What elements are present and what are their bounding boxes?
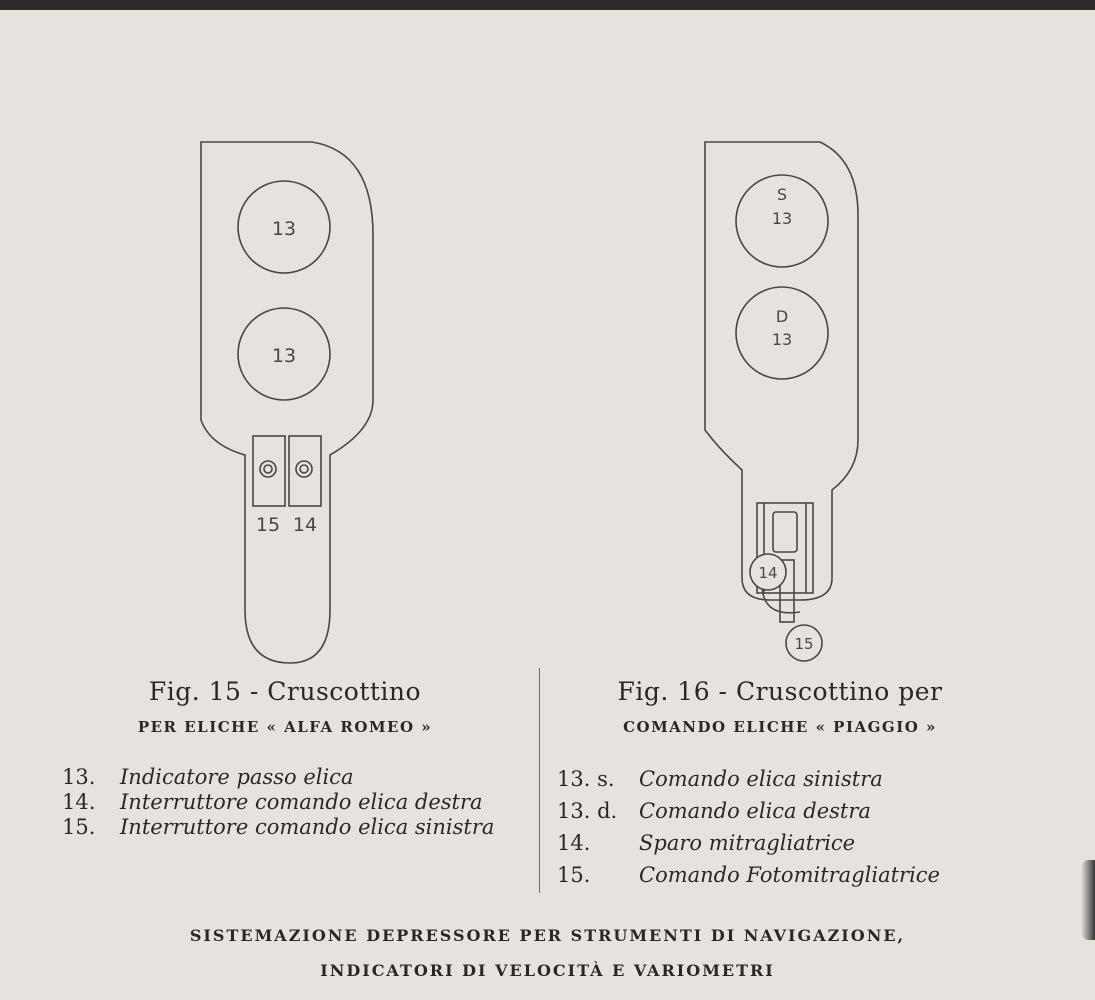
fig15-switch-left-label: 15 bbox=[255, 514, 281, 536]
fig16-caption-title: Fig. 16 - Cruscottino per bbox=[617, 677, 943, 706]
legend-number: 15. bbox=[62, 815, 96, 839]
fig16-callout-15-label: 15 bbox=[794, 635, 814, 653]
legend-number: 15. bbox=[557, 863, 591, 887]
fig15-gauge-bottom-label: 13 bbox=[271, 345, 297, 367]
legend-number: 14. bbox=[62, 790, 96, 814]
legend-text: Comando elica sinistra bbox=[639, 767, 883, 791]
fig15-caption bbox=[90, 677, 480, 736]
fig16-gauge-top-number: 13 bbox=[771, 209, 793, 228]
legend-item bbox=[62, 765, 522, 790]
fig16-gauge-bottom-number: 13 bbox=[771, 330, 793, 349]
fig15-caption-title: Fig. 15 - Cruscottino bbox=[148, 677, 422, 706]
fig16-caption bbox=[570, 677, 990, 736]
fig15-switch-right-label: 14 bbox=[292, 514, 318, 536]
legend-item bbox=[62, 790, 522, 815]
legend-item bbox=[557, 863, 1017, 888]
fig16-callout-14-label: 14 bbox=[758, 564, 778, 582]
legend-item bbox=[557, 831, 1017, 856]
fig16-caption-subtitle: COMANDO ELICHE « PIAGGIO » bbox=[623, 718, 937, 736]
fig15-switch-right bbox=[289, 436, 321, 506]
legend-text: Interruttore comando elica destra bbox=[120, 790, 483, 814]
fig16-legend bbox=[557, 767, 1017, 895]
fig15-gauge-top-label: 13 bbox=[271, 218, 297, 240]
legend-number: 14. bbox=[557, 831, 591, 855]
legend-number: 13. d. bbox=[557, 799, 618, 823]
legend-text: Comando Fotomitragliatrice bbox=[639, 863, 940, 887]
legend-text: Interruttore comando elica sinistra bbox=[120, 815, 495, 839]
fig16-gauge-top-letter: S bbox=[776, 185, 788, 204]
section-title-line1: SISTEMAZIONE DEPRESSORE PER STRUMENTI DI NAVIGAZIONE, bbox=[189, 926, 906, 945]
section-title-line2: INDICATORI DI VELOCITÀ E VARIOMETRI bbox=[320, 961, 775, 980]
fig15-caption-subtitle: PER ELICHE « ALFA ROMEO » bbox=[137, 718, 433, 736]
legend-text: Indicatore passo elica bbox=[120, 765, 354, 789]
legend-number: 13. bbox=[62, 765, 96, 789]
legend-item bbox=[557, 767, 1017, 792]
legend-text: Comando elica destra bbox=[639, 799, 871, 823]
legend-item bbox=[62, 815, 522, 840]
fig15-switch-left bbox=[253, 436, 285, 506]
column-divider bbox=[539, 668, 540, 893]
legend-text: Sparo mitragliatrice bbox=[639, 831, 856, 855]
legend-item bbox=[557, 799, 1017, 824]
fig16-gauge-bottom-letter: D bbox=[775, 307, 789, 326]
fig15-legend bbox=[62, 765, 522, 840]
legend-number: 13. s. bbox=[557, 767, 615, 791]
